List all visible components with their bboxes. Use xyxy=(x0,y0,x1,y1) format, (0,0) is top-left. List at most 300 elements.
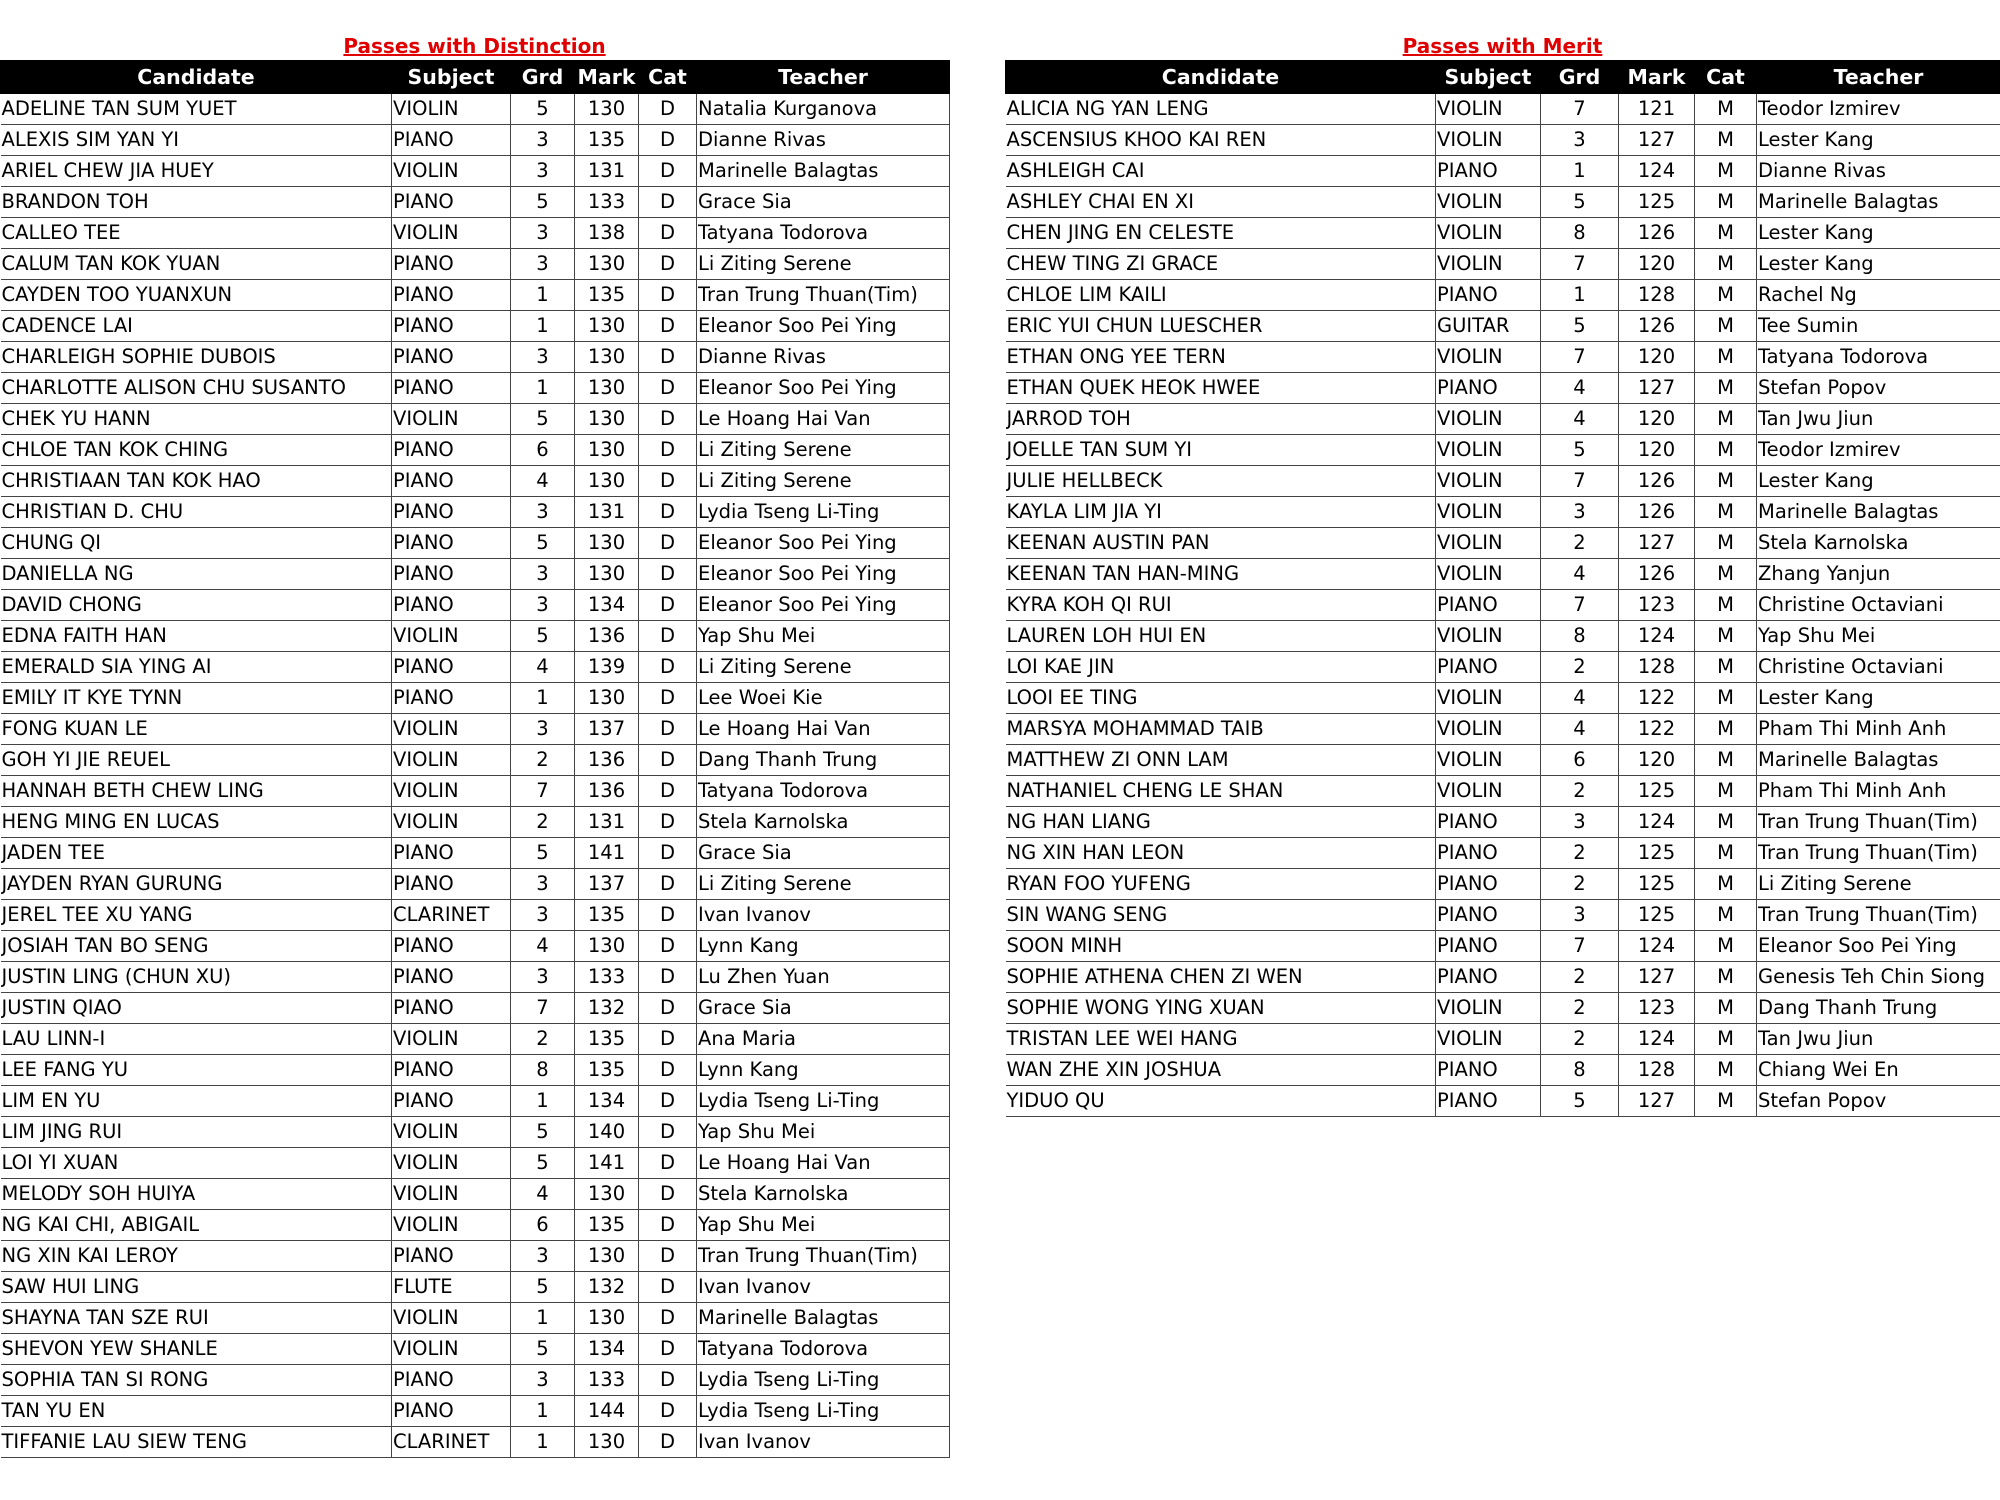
grade-cell: 4 xyxy=(1541,559,1619,590)
mark-cell: 130 xyxy=(575,311,639,342)
category-cell: M xyxy=(1695,218,1757,249)
category-cell: D xyxy=(639,1427,697,1458)
mark-cell: 127 xyxy=(1619,528,1695,559)
teacher-cell: Yap Shu Mei xyxy=(697,1210,950,1241)
mark-cell: 130 xyxy=(575,404,639,435)
grade-cell: 2 xyxy=(1541,652,1619,683)
subject-cell: CLARINET xyxy=(392,1427,511,1458)
subject-cell: PIANO xyxy=(1436,156,1541,187)
category-cell: M xyxy=(1695,559,1757,590)
mark-cell: 130 xyxy=(575,528,639,559)
teacher-cell: Rachel Ng xyxy=(1757,280,2000,311)
teacher-cell: Eleanor Soo Pei Ying xyxy=(697,559,950,590)
teacher-cell: Tran Trung Thuan(Tim) xyxy=(697,280,950,311)
table-row xyxy=(1,1396,950,1427)
teacher-cell: Lee Woei Kie xyxy=(697,683,950,714)
grade-cell: 3 xyxy=(511,249,575,280)
category-cell: M xyxy=(1695,1024,1757,1055)
category-cell: D xyxy=(639,497,697,528)
category-cell: M xyxy=(1695,249,1757,280)
subject-cell: PIANO xyxy=(392,280,511,311)
teacher-cell: Chiang Wei En xyxy=(1757,1055,2000,1086)
candidate-cell: KEENAN TAN HAN-MING xyxy=(1006,559,1436,590)
teacher-cell: Li Ziting Serene xyxy=(1757,869,2000,900)
subject-cell: PIANO xyxy=(392,466,511,497)
candidate-cell: JULIE HELLBECK xyxy=(1006,466,1436,497)
table-row xyxy=(1,590,950,621)
category-cell: D xyxy=(639,280,697,311)
candidate-cell: MELODY SOH HUIYA xyxy=(1,1179,392,1210)
mark-cell: 130 xyxy=(575,435,639,466)
table-row xyxy=(1,497,950,528)
grade-cell: 2 xyxy=(1541,838,1619,869)
subject-cell: VIOLIN xyxy=(1436,187,1541,218)
table-row xyxy=(1,745,950,776)
candidate-cell: JARROD TOH xyxy=(1006,404,1436,435)
mark-cell: 130 xyxy=(575,931,639,962)
candidate-cell: SOPHIE ATHENA CHEN ZI WEN xyxy=(1006,962,1436,993)
subject-cell: PIANO xyxy=(392,311,511,342)
teacher-cell: Dianne Rivas xyxy=(697,125,950,156)
subject-cell: VIOLIN xyxy=(392,1334,511,1365)
grade-cell: 1 xyxy=(511,1303,575,1334)
subject-cell: PIANO xyxy=(1436,900,1541,931)
category-cell: D xyxy=(639,962,697,993)
header-grade: Grd xyxy=(511,61,575,94)
candidate-cell: HANNAH BETH CHEW LING xyxy=(1,776,392,807)
grade-cell: 6 xyxy=(511,1210,575,1241)
table-row xyxy=(1,776,950,807)
category-cell: D xyxy=(639,776,697,807)
category-cell: D xyxy=(639,590,697,621)
mark-cell: 125 xyxy=(1619,187,1695,218)
subject-cell: PIANO xyxy=(392,590,511,621)
subject-cell: PIANO xyxy=(392,1086,511,1117)
subject-cell: PIANO xyxy=(1436,931,1541,962)
candidate-cell: SAW HUI LING xyxy=(1,1272,392,1303)
subject-cell: VIOLIN xyxy=(1436,714,1541,745)
grade-cell: 3 xyxy=(511,125,575,156)
candidate-cell: KEENAN AUSTIN PAN xyxy=(1006,528,1436,559)
subject-cell: PIANO xyxy=(1436,1086,1541,1117)
subject-cell: PIANO xyxy=(392,528,511,559)
teacher-cell: Yap Shu Mei xyxy=(1757,621,2000,652)
candidate-cell: ERIC YUI CHUN LUESCHER xyxy=(1006,311,1436,342)
category-cell: D xyxy=(639,94,697,125)
candidate-cell: CHRISTIAN D. CHU xyxy=(1,497,392,528)
subject-cell: VIOLIN xyxy=(1436,342,1541,373)
header-teacher: Teacher xyxy=(1757,61,2000,94)
candidate-cell: JAYDEN RYAN GURUNG xyxy=(1,869,392,900)
candidate-cell: TRISTAN LEE WEI HANG xyxy=(1006,1024,1436,1055)
subject-cell: PIANO xyxy=(392,1241,511,1272)
subject-cell: VIOLIN xyxy=(1436,466,1541,497)
header-candidate: Candidate xyxy=(1006,61,1436,94)
table-row xyxy=(1,807,950,838)
subject-cell: VIOLIN xyxy=(392,1210,511,1241)
teacher-cell: Stefan Popov xyxy=(1757,1086,2000,1117)
grade-cell: 8 xyxy=(1541,621,1619,652)
subject-cell: VIOLIN xyxy=(392,714,511,745)
merit-title: Passes with Merit xyxy=(1402,34,1603,58)
category-cell: M xyxy=(1695,900,1757,931)
mark-cell: 128 xyxy=(1619,1055,1695,1086)
table-row xyxy=(1,714,950,745)
category-cell: M xyxy=(1695,993,1757,1024)
category-cell: D xyxy=(639,373,697,404)
table-row xyxy=(1006,1024,2000,1055)
teacher-cell: Yap Shu Mei xyxy=(697,1117,950,1148)
mark-cell: 133 xyxy=(575,1365,639,1396)
grade-cell: 7 xyxy=(1541,342,1619,373)
mark-cell: 128 xyxy=(1619,280,1695,311)
mark-cell: 126 xyxy=(1619,466,1695,497)
table-row xyxy=(1,125,950,156)
subject-cell: VIOLIN xyxy=(1436,249,1541,280)
candidate-cell: CALLEO TEE xyxy=(1,218,392,249)
mark-cell: 135 xyxy=(575,280,639,311)
teacher-cell: Grace Sia xyxy=(697,838,950,869)
candidate-cell: KYRA KOH QI RUI xyxy=(1006,590,1436,621)
candidate-cell: SOON MINH xyxy=(1006,931,1436,962)
mark-cell: 125 xyxy=(1619,776,1695,807)
candidate-cell: TAN YU EN xyxy=(1,1396,392,1427)
candidate-cell: CHEN JING EN CELESTE xyxy=(1006,218,1436,249)
grade-cell: 6 xyxy=(1541,745,1619,776)
category-cell: M xyxy=(1695,962,1757,993)
grade-cell: 1 xyxy=(511,280,575,311)
candidate-cell: CHRISTIAAN TAN KOK HAO xyxy=(1,466,392,497)
teacher-cell: Stela Karnolska xyxy=(1757,528,2000,559)
teacher-cell: Pham Thi Minh Anh xyxy=(1757,714,2000,745)
mark-cell: 124 xyxy=(1619,1024,1695,1055)
mark-cell: 127 xyxy=(1619,962,1695,993)
subject-cell: VIOLIN xyxy=(392,1148,511,1179)
teacher-cell: Lynn Kang xyxy=(697,931,950,962)
mark-cell: 126 xyxy=(1619,218,1695,249)
grade-cell: 1 xyxy=(511,1427,575,1458)
mark-cell: 130 xyxy=(575,466,639,497)
subject-cell: VIOLIN xyxy=(392,1117,511,1148)
candidate-cell: JUSTIN QIAO xyxy=(1,993,392,1024)
grade-cell: 5 xyxy=(511,528,575,559)
subject-cell: GUITAR xyxy=(1436,311,1541,342)
category-cell: M xyxy=(1695,280,1757,311)
mark-cell: 131 xyxy=(575,156,639,187)
teacher-cell: Dang Thanh Trung xyxy=(1757,993,2000,1024)
table-row xyxy=(1,1365,950,1396)
subject-cell: PIANO xyxy=(392,249,511,280)
teacher-cell: Tan Jwu Jiun xyxy=(1757,1024,2000,1055)
teacher-cell: Grace Sia xyxy=(697,993,950,1024)
mark-cell: 127 xyxy=(1619,125,1695,156)
table-row xyxy=(1,1055,950,1086)
mark-cell: 132 xyxy=(575,993,639,1024)
teacher-cell: Stefan Popov xyxy=(1757,373,2000,404)
grade-cell: 1 xyxy=(511,1396,575,1427)
grade-cell: 5 xyxy=(511,404,575,435)
teacher-cell: Marinelle Balagtas xyxy=(1757,497,2000,528)
mark-cell: 125 xyxy=(1619,869,1695,900)
header-candidate: Candidate xyxy=(1,61,392,94)
subject-cell: PIANO xyxy=(1436,962,1541,993)
grade-cell: 5 xyxy=(511,621,575,652)
subject-cell: PIANO xyxy=(392,931,511,962)
mark-cell: 135 xyxy=(575,1024,639,1055)
teacher-cell: Tatyana Todorova xyxy=(697,218,950,249)
table-row xyxy=(1,652,950,683)
table-row xyxy=(1006,621,2000,652)
subject-cell: PIANO xyxy=(392,1365,511,1396)
candidate-cell: JEREL TEE XU YANG xyxy=(1,900,392,931)
teacher-cell: Ivan Ivanov xyxy=(697,1427,950,1458)
grade-cell: 1 xyxy=(1541,280,1619,311)
grade-cell: 2 xyxy=(1541,962,1619,993)
mark-cell: 127 xyxy=(1619,1086,1695,1117)
merit-table xyxy=(1005,60,2000,1117)
table-row xyxy=(1,1024,950,1055)
teacher-cell: Lynn Kang xyxy=(697,1055,950,1086)
subject-cell: VIOLIN xyxy=(392,94,511,125)
grade-cell: 5 xyxy=(1541,1086,1619,1117)
subject-cell: VIOLIN xyxy=(1436,1024,1541,1055)
teacher-cell: Dianne Rivas xyxy=(697,342,950,373)
grade-cell: 3 xyxy=(511,962,575,993)
mark-cell: 127 xyxy=(1619,373,1695,404)
candidate-cell: ASHLEY CHAI EN XI xyxy=(1006,187,1436,218)
category-cell: M xyxy=(1695,342,1757,373)
grade-cell: 4 xyxy=(1541,683,1619,714)
mark-cell: 126 xyxy=(1619,497,1695,528)
mark-cell: 131 xyxy=(575,497,639,528)
teacher-cell: Lu Zhen Yuan xyxy=(697,962,950,993)
mark-cell: 140 xyxy=(575,1117,639,1148)
mark-cell: 134 xyxy=(575,590,639,621)
grade-cell: 5 xyxy=(1541,435,1619,466)
teacher-cell: Tatyana Todorova xyxy=(697,776,950,807)
grade-cell: 3 xyxy=(1541,807,1619,838)
mark-cell: 141 xyxy=(575,838,639,869)
teacher-cell: Pham Thi Minh Anh xyxy=(1757,776,2000,807)
category-cell: M xyxy=(1695,683,1757,714)
grade-cell: 5 xyxy=(511,1334,575,1365)
category-cell: M xyxy=(1695,807,1757,838)
candidate-cell: SHEVON YEW SHANLE xyxy=(1,1334,392,1365)
mark-cell: 135 xyxy=(575,125,639,156)
subject-cell: VIOLIN xyxy=(392,745,511,776)
grade-cell: 5 xyxy=(511,1272,575,1303)
teacher-cell: Marinelle Balagtas xyxy=(1757,187,2000,218)
mark-cell: 134 xyxy=(575,1334,639,1365)
mark-cell: 130 xyxy=(575,1303,639,1334)
candidate-cell: BRANDON TOH xyxy=(1,187,392,218)
grade-cell: 7 xyxy=(511,993,575,1024)
table-row xyxy=(1,962,950,993)
table-row xyxy=(1006,869,2000,900)
table-row xyxy=(1,156,950,187)
subject-cell: VIOLIN xyxy=(1436,404,1541,435)
grade-cell: 1 xyxy=(511,1086,575,1117)
category-cell: D xyxy=(639,559,697,590)
table-row xyxy=(1006,900,2000,931)
teacher-cell: Lydia Tseng Li-Ting xyxy=(697,1086,950,1117)
candidate-cell: ADELINE TAN SUM YUET xyxy=(1,94,392,125)
category-cell: M xyxy=(1695,187,1757,218)
grade-cell: 2 xyxy=(511,745,575,776)
category-cell: D xyxy=(639,807,697,838)
category-cell: D xyxy=(639,435,697,466)
table-row xyxy=(1,1086,950,1117)
mark-cell: 130 xyxy=(575,683,639,714)
table-row xyxy=(1006,373,2000,404)
grade-cell: 2 xyxy=(1541,528,1619,559)
candidate-cell: SOPHIE WONG YING XUAN xyxy=(1006,993,1436,1024)
header-subject: Subject xyxy=(392,61,511,94)
mark-cell: 120 xyxy=(1619,249,1695,280)
table-row xyxy=(1,683,950,714)
candidate-cell: ASCENSIUS KHOO KAI REN xyxy=(1006,125,1436,156)
subject-cell: VIOLIN xyxy=(1436,218,1541,249)
subject-cell: VIOLIN xyxy=(1436,621,1541,652)
teacher-cell: Lester Kang xyxy=(1757,249,2000,280)
candidate-cell: JUSTIN LING (CHUN XU) xyxy=(1,962,392,993)
table-row xyxy=(1006,94,2000,125)
subject-cell: PIANO xyxy=(1436,590,1541,621)
distinction-table xyxy=(0,60,950,1458)
grade-cell: 3 xyxy=(511,218,575,249)
table-row xyxy=(1,621,950,652)
category-cell: D xyxy=(639,993,697,1024)
candidate-cell: CALUM TAN KOK YUAN xyxy=(1,249,392,280)
category-cell: D xyxy=(639,1303,697,1334)
grade-cell: 3 xyxy=(511,900,575,931)
teacher-cell: Li Ziting Serene xyxy=(697,869,950,900)
table-row xyxy=(1,373,950,404)
mark-cell: 130 xyxy=(575,1427,639,1458)
category-cell: M xyxy=(1695,869,1757,900)
header-subject: Subject xyxy=(1436,61,1541,94)
candidate-cell: GOH YI JIE REUEL xyxy=(1,745,392,776)
header-grade: Grd xyxy=(1541,61,1619,94)
teacher-cell: Christine Octaviani xyxy=(1757,590,2000,621)
grade-cell: 5 xyxy=(1541,311,1619,342)
teacher-cell: Lester Kang xyxy=(1757,683,2000,714)
candidate-cell: LOI KAE JIN xyxy=(1006,652,1436,683)
subject-cell: PIANO xyxy=(1436,280,1541,311)
subject-cell: VIOLIN xyxy=(1436,776,1541,807)
subject-cell: PIANO xyxy=(392,993,511,1024)
teacher-cell: Stela Karnolska xyxy=(697,1179,950,1210)
table-row xyxy=(1,342,950,373)
candidate-cell: MARSYA MOHAMMAD TAIB xyxy=(1006,714,1436,745)
candidate-cell: LOI YI XUAN xyxy=(1,1148,392,1179)
category-cell: M xyxy=(1695,590,1757,621)
grade-cell: 4 xyxy=(1541,404,1619,435)
subject-cell: PIANO xyxy=(392,962,511,993)
mark-cell: 121 xyxy=(1619,94,1695,125)
category-cell: M xyxy=(1695,497,1757,528)
mark-cell: 133 xyxy=(575,962,639,993)
merit-section xyxy=(1005,32,2000,1117)
candidate-cell: FONG KUAN LE xyxy=(1,714,392,745)
category-cell: D xyxy=(639,1179,697,1210)
candidate-cell: DANIELLA NG xyxy=(1,559,392,590)
subject-cell: PIANO xyxy=(392,342,511,373)
subject-cell: CLARINET xyxy=(392,900,511,931)
grade-cell: 7 xyxy=(1541,249,1619,280)
teacher-cell: Tan Jwu Jiun xyxy=(1757,404,2000,435)
mark-cell: 130 xyxy=(575,342,639,373)
category-cell: M xyxy=(1695,1055,1757,1086)
candidate-cell: NG XIN HAN LEON xyxy=(1006,838,1436,869)
teacher-cell: Eleanor Soo Pei Ying xyxy=(1757,931,2000,962)
category-cell: M xyxy=(1695,528,1757,559)
mark-cell: 136 xyxy=(575,621,639,652)
subject-cell: PIANO xyxy=(392,1396,511,1427)
grade-cell: 4 xyxy=(1541,714,1619,745)
grade-cell: 3 xyxy=(511,590,575,621)
mark-cell: 122 xyxy=(1619,683,1695,714)
table-row xyxy=(1006,528,2000,559)
category-cell: D xyxy=(639,931,697,962)
candidate-cell: LIM EN YU xyxy=(1,1086,392,1117)
subject-cell: VIOLIN xyxy=(392,1179,511,1210)
mark-cell: 130 xyxy=(575,1241,639,1272)
mark-cell: 136 xyxy=(575,776,639,807)
teacher-cell: Li Ziting Serene xyxy=(697,466,950,497)
candidate-cell: JOELLE TAN SUM YI xyxy=(1006,435,1436,466)
grade-cell: 4 xyxy=(511,466,575,497)
category-cell: D xyxy=(639,1117,697,1148)
subject-cell: VIOLIN xyxy=(1436,559,1541,590)
teacher-cell: Tee Sumin xyxy=(1757,311,2000,342)
grade-cell: 3 xyxy=(1541,497,1619,528)
grade-cell: 3 xyxy=(511,869,575,900)
mark-cell: 135 xyxy=(575,1210,639,1241)
candidate-cell: CHEK YU HANN xyxy=(1,404,392,435)
grade-cell: 3 xyxy=(511,559,575,590)
table-row xyxy=(1006,1055,2000,1086)
candidate-cell: LAUREN LOH HUI EN xyxy=(1006,621,1436,652)
grade-cell: 5 xyxy=(511,1117,575,1148)
candidate-cell: EMERALD SIA YING AI xyxy=(1,652,392,683)
table-row xyxy=(1,1334,950,1365)
grade-cell: 3 xyxy=(511,1241,575,1272)
table-row xyxy=(1,1148,950,1179)
subject-cell: PIANO xyxy=(1436,652,1541,683)
teacher-cell: Tatyana Todorova xyxy=(1757,342,2000,373)
candidate-cell: EDNA FAITH HAN xyxy=(1,621,392,652)
grade-cell: 4 xyxy=(511,1179,575,1210)
table-row xyxy=(1006,745,2000,776)
category-cell: M xyxy=(1695,404,1757,435)
category-cell: D xyxy=(639,621,697,652)
teacher-cell: Li Ziting Serene xyxy=(697,435,950,466)
subject-cell: PIANO xyxy=(392,1055,511,1086)
grade-cell: 4 xyxy=(1541,373,1619,404)
subject-cell: VIOLIN xyxy=(1436,528,1541,559)
table-row xyxy=(1006,683,2000,714)
table-row xyxy=(1,900,950,931)
teacher-cell: Zhang Yanjun xyxy=(1757,559,2000,590)
candidate-cell: YIDUO QU xyxy=(1006,1086,1436,1117)
teacher-cell: Yap Shu Mei xyxy=(697,621,950,652)
teacher-cell: Marinelle Balagtas xyxy=(1757,745,2000,776)
mark-cell: 128 xyxy=(1619,652,1695,683)
merit-header-row xyxy=(1006,61,2000,94)
candidate-cell: MATTHEW ZI ONN LAM xyxy=(1006,745,1436,776)
candidate-cell: CHUNG QI xyxy=(1,528,392,559)
